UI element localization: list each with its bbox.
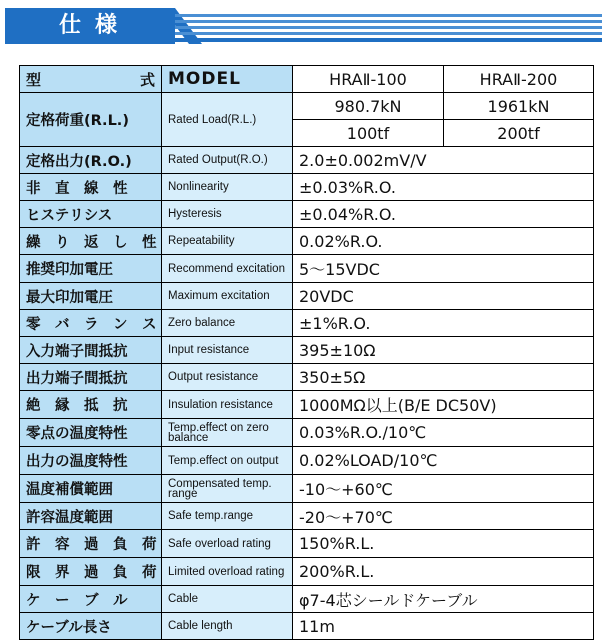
row-value: 0.02%R.O. [293,228,594,255]
row-label-ja: 定格荷重(R.L.) [20,93,162,147]
table-row [20,255,594,283]
row-label-en: Rated Output(R.O.) [162,147,293,174]
table-row [20,147,594,174]
row-value: ±0.04%R.O. [293,201,594,228]
row-value: 1000MΩ以上(B/E DC50V) [293,391,594,419]
table-row [20,391,594,419]
row-label-ja: 絶 縁 抵 抗 [20,391,162,419]
table-row [20,228,594,255]
row-label-en: Cable length [162,613,293,640]
row-label-en: Repeatability [162,228,293,255]
section-header [0,0,602,46]
row-value: -20〜+70℃ [293,503,594,530]
header-model-2: HRAⅡ-200 [444,66,594,93]
row-label-en: Maximum excitation [162,283,293,310]
row-label-ja: 定格出力(R.O.) [20,147,162,174]
rated-load-2-kn: 1961kN [444,93,594,120]
row-value: 350±5Ω [293,364,594,391]
row-value: -10〜+60℃ [293,475,594,503]
row-label-ja: 最大印加電圧 [20,283,162,310]
table-row [20,475,594,503]
table-row [20,283,594,310]
row-label-ja: 限 界 過 負 荷 [20,558,162,586]
row-label-ja: 入力端子間抵抗 [20,337,162,364]
table-row [20,201,594,228]
row-label-en: Limited overload rating [162,558,293,586]
row-value: φ7-4芯シールドケーブル [293,586,594,613]
row-label-en: Compensated temp. range [162,475,293,503]
header-ja-1: 型 [26,70,42,89]
row-value: 0.02%LOAD/10℃ [293,447,594,475]
row-value: 0.03%R.O./10℃ [293,419,594,447]
row-label-en: Recommend excitation [162,255,293,283]
row-value: 395±10Ω [293,337,594,364]
table-row [20,337,594,364]
row-label-ja: 温度補償範囲 [20,475,162,503]
rated-load-1-kn: 980.7kN [293,93,444,120]
row-label-ja: 非 直 線 性 [20,174,162,201]
row-label-ja: ケーブル長さ [20,613,162,640]
table-row [20,174,594,201]
row-label-ja: 許 容 過 負 荷 [20,530,162,558]
table-header-row [20,66,594,93]
row-value: ±0.03%R.O. [293,174,594,201]
row-label-en: Temp.effect on output [162,447,293,475]
row-label-ja: 零 バ ラ ン ス [20,310,162,337]
banner-stripes [175,14,602,42]
row-label-en: Output resistance [162,364,293,391]
row-label-en: Zero balance [162,310,293,337]
row-label-ja: 出力端子間抵抗 [20,364,162,391]
table-row [20,530,594,558]
table-row [20,93,594,120]
table-row [20,447,594,475]
row-label-en: Cable [162,586,293,613]
table-row [20,613,594,640]
row-label-ja: 出力の温度特性 [20,447,162,475]
row-label-en: Safe overload rating [162,530,293,558]
row-label-en: Safe temp.range [162,503,293,530]
row-value: 150%R.L. [293,530,594,558]
row-label-ja: 零点の温度特性 [20,419,162,447]
row-label-ja: 推奨印加電圧 [20,255,162,283]
row-label-en: Temp.effect on zero balance [162,419,293,447]
row-label-ja: ケ ー ブ ル [20,586,162,613]
row-value: 200%R.L. [293,558,594,586]
row-label-en: Insulation resistance [162,391,293,419]
row-label-en: Input resistance [162,337,293,364]
section-title: 仕様 [58,13,131,38]
table-row [20,419,594,447]
row-label-en: Rated Load(R.L.) [162,93,293,147]
row-label-en: Nonlinearity [162,174,293,201]
row-value: 20VDC [293,283,594,310]
header-model-1: HRAⅡ-100 [293,66,444,93]
table-row [20,503,594,530]
table-row [20,586,594,613]
header-model-en: MODEL [162,66,293,93]
table-row [20,310,594,337]
row-value: ±1%R.O. [293,310,594,337]
row-label-ja: 繰 り 返 し 性 [20,228,162,255]
row-label-ja: ヒステリシス [20,201,162,228]
row-value: 5〜15VDC [293,255,594,283]
row-value: 11m [293,613,594,640]
header-ja-2: 式 [139,70,155,89]
rated-load-1-tf: 100tf [293,120,444,147]
row-value: 2.0±0.002mV/V [293,147,594,174]
row-label-en: Hysteresis [162,201,293,228]
header-model-ja [20,66,162,93]
spec-table [19,65,594,640]
table-row [20,558,594,586]
table-row [20,364,594,391]
row-label-ja: 許容温度範囲 [20,503,162,530]
rated-load-2-tf: 200tf [444,120,594,147]
